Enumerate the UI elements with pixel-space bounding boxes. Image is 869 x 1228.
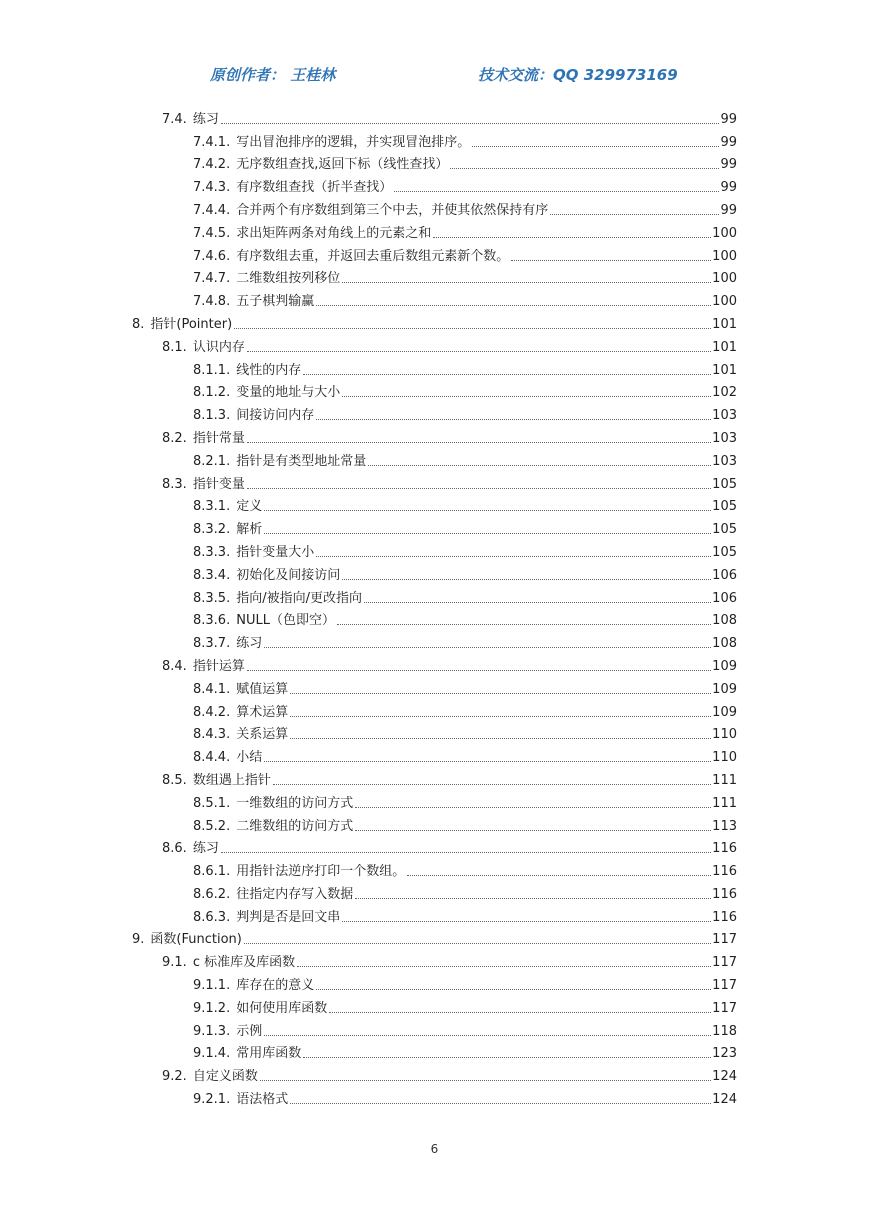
toc-entry-text: 算术运算 bbox=[236, 704, 289, 720]
toc-entry-number: 9.2.1. bbox=[193, 1092, 231, 1108]
toc-entry-page: 116 bbox=[712, 864, 737, 880]
toc-entry-text: 赋值运算 bbox=[236, 681, 289, 697]
toc-dot-leader bbox=[273, 784, 711, 785]
toc-entry[interactable] bbox=[0, 447, 737, 470]
toc-dot-leader bbox=[247, 670, 711, 671]
toc-entry-page: 99 bbox=[720, 180, 737, 196]
page-header bbox=[0, 64, 869, 88]
toc-entry-text: 关系运算 bbox=[236, 727, 289, 743]
toc-dot-leader bbox=[264, 533, 711, 534]
toc-entry[interactable] bbox=[0, 721, 737, 744]
toc-dot-leader bbox=[264, 761, 711, 762]
page-number: 6 bbox=[430, 1142, 439, 1156]
toc-entry[interactable] bbox=[0, 128, 737, 151]
toc-entry-number: 7.4.3. bbox=[193, 180, 231, 196]
toc-entry-page: 100 bbox=[712, 294, 737, 310]
toc-entry[interactable] bbox=[0, 880, 737, 903]
toc-entry-title bbox=[162, 477, 246, 493]
toc-entry[interactable] bbox=[0, 287, 737, 310]
toc-entry-text: 指针变量大小 bbox=[236, 544, 315, 560]
toc-entry-text: 语法格式 bbox=[236, 1092, 289, 1108]
toc-dot-leader bbox=[355, 830, 711, 831]
toc-entry[interactable] bbox=[0, 1017, 737, 1040]
toc-entry-title bbox=[193, 796, 354, 812]
toc-entry-number: 9. bbox=[132, 932, 145, 948]
toc-dot-leader bbox=[342, 579, 711, 580]
toc-entry-number: 8.3.3. bbox=[193, 544, 231, 560]
toc-entry-text: 初始化及间接访问 bbox=[236, 567, 341, 583]
toc-entry-page: 105 bbox=[712, 499, 737, 515]
toc-entry-number: 7.4.5. bbox=[193, 225, 231, 241]
toc-dot-leader bbox=[342, 396, 711, 397]
toc-dot-leader bbox=[303, 374, 711, 375]
toc-entry-number: 7.4. bbox=[162, 111, 187, 127]
toc-entry-number: 8.1.1. bbox=[193, 362, 231, 378]
toc-entry[interactable] bbox=[0, 493, 737, 516]
toc-entry-text: 写出冒泡排序的逻辑，并实现冒泡排序。 bbox=[236, 134, 471, 150]
toc-entry-number: 8.2. bbox=[162, 430, 187, 446]
toc-entry-title bbox=[193, 385, 341, 401]
toc-entry[interactable] bbox=[0, 356, 737, 379]
toc-entry-page: 118 bbox=[712, 1023, 737, 1039]
toc-dot-leader bbox=[342, 282, 711, 283]
toc-entry-title bbox=[193, 568, 341, 584]
toc-entry-number: 8.1.2. bbox=[193, 385, 231, 401]
toc-entry-page: 117 bbox=[712, 978, 737, 994]
toc-entry-title bbox=[193, 180, 393, 196]
toc-entry-text: 常用库函数 bbox=[236, 1046, 302, 1062]
toc-entry-number: 8.6.1. bbox=[193, 864, 231, 880]
toc-entry-page: 106 bbox=[712, 590, 737, 606]
toc-entry-page: 123 bbox=[712, 1046, 737, 1062]
toc-entry-text: 自定义函数 bbox=[192, 1069, 258, 1085]
toc-entry-number: 8.4. bbox=[162, 658, 187, 674]
toc-entry-page: 106 bbox=[712, 567, 737, 583]
toc-entry-number: 8.3.7. bbox=[193, 636, 231, 652]
toc-entry-text: 如何使用库函数 bbox=[236, 1000, 328, 1016]
toc-entry-page: 117 bbox=[712, 932, 737, 948]
toc-entry-title bbox=[132, 317, 233, 333]
toc-dot-leader bbox=[316, 419, 711, 420]
toc-entry-page: 110 bbox=[712, 750, 737, 766]
toc-entry-title bbox=[193, 271, 341, 287]
table-of-contents bbox=[0, 105, 869, 1108]
toc-dot-leader bbox=[264, 1035, 711, 1036]
toc-entry-page: 103 bbox=[712, 453, 737, 469]
toc-entry-title bbox=[162, 112, 220, 128]
toc-entry-title bbox=[193, 1092, 289, 1108]
toc-entry-title bbox=[193, 499, 263, 515]
toc-entry[interactable] bbox=[0, 948, 737, 971]
toc-entry-title bbox=[193, 226, 432, 242]
toc-dot-leader bbox=[364, 602, 711, 603]
toc-dot-leader bbox=[355, 807, 711, 808]
toc-entry-number: 9.1. bbox=[162, 955, 187, 971]
toc-entry-title bbox=[193, 203, 549, 219]
toc-entry-page: 103 bbox=[712, 430, 737, 446]
toc-entry-title bbox=[193, 249, 510, 265]
toc-dot-leader bbox=[290, 738, 711, 739]
toc-dot-leader bbox=[355, 898, 711, 899]
toc-entry-page: 113 bbox=[712, 818, 737, 834]
toc-entry-page: 109 bbox=[712, 681, 737, 697]
toc-entry-text: 指针变量 bbox=[192, 476, 245, 492]
toc-dot-leader bbox=[316, 989, 711, 990]
toc-entry-text: 判判是否是回文串 bbox=[236, 909, 341, 925]
toc-entry-page: 102 bbox=[712, 385, 737, 401]
toc-dot-leader bbox=[316, 556, 711, 557]
toc-entry[interactable] bbox=[0, 561, 737, 584]
toc-entry-text: 指针运算 bbox=[192, 658, 245, 674]
toc-entry[interactable] bbox=[0, 538, 737, 561]
toc-entry-page: 99 bbox=[720, 157, 737, 173]
toc-entry[interactable] bbox=[0, 470, 737, 493]
toc-dot-leader bbox=[290, 1103, 711, 1104]
toc-entry-title bbox=[193, 750, 263, 766]
toc-dot-leader bbox=[234, 328, 711, 329]
toc-dot-leader bbox=[244, 943, 711, 944]
toc-dot-leader bbox=[303, 1057, 711, 1058]
toc-entry-text: 练习 bbox=[192, 841, 219, 857]
toc-entry-number: 8.3.6. bbox=[193, 613, 231, 629]
toc-entry[interactable] bbox=[0, 584, 737, 607]
toc-entry[interactable] bbox=[0, 743, 737, 766]
toc-entry-text: 间接访问内存 bbox=[236, 408, 315, 424]
toc-entry-text: 小结 bbox=[236, 750, 263, 766]
toc-entry-number: 8.6.2. bbox=[193, 886, 231, 902]
toc-entry-text: 线性的内存 bbox=[236, 362, 302, 378]
toc-entry-text: 无序数组查找,返回下标（线性查找） bbox=[236, 157, 449, 173]
toc-entry-page: 116 bbox=[712, 886, 737, 902]
toc-entry-number: 9.1.2. bbox=[193, 1000, 231, 1016]
toc-entry-title bbox=[193, 157, 449, 173]
toc-entry-title bbox=[193, 636, 263, 652]
toc-entry-title bbox=[193, 613, 336, 629]
toc-entry-page: 105 bbox=[712, 522, 737, 538]
toc-dot-leader bbox=[342, 921, 711, 922]
toc-entry[interactable] bbox=[0, 766, 737, 789]
toc-entry-number: 8.3.5. bbox=[193, 590, 231, 606]
toc-dot-leader bbox=[290, 693, 711, 694]
toc-dot-leader bbox=[511, 260, 711, 261]
toc-entry-text: 练习 bbox=[192, 111, 219, 127]
toc-entry[interactable] bbox=[0, 196, 737, 219]
toc-entry-page: 100 bbox=[712, 225, 737, 241]
toc-entry-page: 105 bbox=[712, 476, 737, 492]
toc-entry-number: 8.1.3. bbox=[193, 408, 231, 424]
toc-entry[interactable] bbox=[0, 265, 737, 288]
toc-entry-page: 111 bbox=[712, 772, 737, 788]
toc-entry-text: 指针是有类型地址常量 bbox=[236, 453, 367, 469]
toc-entry-number: 8.3.1. bbox=[193, 499, 231, 515]
toc-entry-number: 8.4.4. bbox=[193, 750, 231, 766]
toc-entry-title bbox=[193, 135, 471, 151]
toc-entry-text: 认识内存 bbox=[192, 339, 245, 355]
toc-entry-text: 解析 bbox=[236, 522, 263, 538]
toc-entry-page: 124 bbox=[712, 1069, 737, 1085]
toc-entry[interactable] bbox=[0, 675, 737, 698]
toc-entry-number: 8.5.2. bbox=[193, 818, 231, 834]
toc-dot-leader bbox=[247, 488, 711, 489]
toc-entry-number: 8.4.2. bbox=[193, 704, 231, 720]
toc-entry-number: 7.4.1. bbox=[193, 134, 231, 150]
toc-entry-text: 五子棋判输赢 bbox=[236, 294, 315, 310]
toc-entry-number: 8.6.3. bbox=[193, 909, 231, 925]
toc-entry-page: 101 bbox=[712, 339, 737, 355]
toc-entry-title bbox=[193, 591, 363, 607]
toc-entry[interactable] bbox=[0, 219, 737, 242]
toc-entry[interactable] bbox=[0, 379, 737, 402]
toc-entry-title bbox=[193, 1046, 302, 1062]
toc-entry-text: 定义 bbox=[236, 499, 263, 515]
toc-entry-title bbox=[162, 431, 246, 447]
toc-dot-leader bbox=[297, 966, 711, 967]
toc-entry[interactable] bbox=[0, 1085, 737, 1108]
toc-entry-number: 8.3. bbox=[162, 476, 187, 492]
toc-dot-leader bbox=[433, 237, 711, 238]
toc-entry-text: 求出矩阵两条对角线上的元素之和 bbox=[236, 225, 432, 241]
toc-entry-title bbox=[162, 1069, 259, 1085]
toc-entry-page: 99 bbox=[720, 134, 737, 150]
toc-entry-number: 8.3.4. bbox=[193, 567, 231, 583]
toc-entry-page: 99 bbox=[720, 111, 737, 127]
toc-entry[interactable] bbox=[0, 971, 737, 994]
toc-entry-text: 往指定内存写入数据 bbox=[236, 886, 354, 902]
toc-dot-leader bbox=[247, 351, 711, 352]
toc-entry-text: 数组遇上指针 bbox=[192, 772, 271, 788]
toc-dot-leader bbox=[394, 191, 719, 192]
toc-entry-title bbox=[132, 932, 243, 948]
toc-entry-page: 99 bbox=[720, 202, 737, 218]
toc-entry-number: 8.1. bbox=[162, 339, 187, 355]
toc-dot-leader bbox=[221, 852, 711, 853]
toc-entry-number: 8.6. bbox=[162, 841, 187, 857]
toc-entry[interactable] bbox=[0, 424, 737, 447]
toc-entry-number: 8.5.1. bbox=[193, 795, 231, 811]
toc-entry-text: 示例 bbox=[236, 1023, 263, 1039]
toc-entry-page: 124 bbox=[712, 1092, 737, 1108]
toc-entry-text: 二维数组的访问方式 bbox=[236, 818, 354, 834]
toc-entry-page: 100 bbox=[712, 248, 737, 264]
toc-dot-leader bbox=[260, 1080, 711, 1081]
toc-dot-leader bbox=[407, 875, 711, 876]
toc-entry[interactable] bbox=[0, 698, 737, 721]
toc-entry-title bbox=[193, 978, 315, 994]
toc-entry[interactable] bbox=[0, 310, 737, 333]
toc-entry-text: c 标准库及库函数 bbox=[192, 955, 296, 971]
toc-entry[interactable] bbox=[0, 607, 737, 630]
toc-entry[interactable] bbox=[0, 994, 737, 1017]
toc-entry-page: 108 bbox=[712, 636, 737, 652]
toc-entry-title bbox=[193, 1024, 263, 1040]
contact-info: 技术交流：QQ 329973169 bbox=[478, 66, 678, 84]
toc-entry-text: 指针常量 bbox=[192, 430, 245, 446]
toc-entry-title bbox=[162, 841, 220, 857]
toc-entry-page: 105 bbox=[712, 544, 737, 560]
toc-entry-text: 库存在的意义 bbox=[236, 978, 315, 994]
toc-entry-title bbox=[193, 522, 263, 538]
toc-entry-number: 8.3.2. bbox=[193, 522, 231, 538]
toc-entry[interactable] bbox=[0, 105, 737, 128]
toc-dot-leader bbox=[264, 647, 711, 648]
toc-entry[interactable] bbox=[0, 333, 737, 356]
toc-entry-title bbox=[193, 408, 315, 424]
toc-dot-leader bbox=[337, 624, 711, 625]
toc-dot-leader bbox=[368, 465, 711, 466]
toc-entry[interactable] bbox=[0, 173, 737, 196]
toc-entry-text: 合并两个有序数组到第三个中去，并使其依然保持有序 bbox=[236, 202, 549, 218]
toc-entry-text: 二维数组按列移位 bbox=[236, 271, 341, 287]
toc-entry-text: NULL（色即空） bbox=[236, 613, 335, 629]
toc-entry-number: 7.4.6. bbox=[193, 248, 231, 264]
toc-dot-leader bbox=[550, 214, 719, 215]
toc-entry[interactable] bbox=[0, 652, 737, 675]
toc-dot-leader bbox=[290, 716, 711, 717]
toc-entry-text: 用指针法逆序打印一个数组。 bbox=[236, 864, 406, 880]
toc-entry-number: 7.4.4. bbox=[193, 202, 231, 218]
toc-entry[interactable] bbox=[0, 401, 737, 424]
toc-entry-title bbox=[193, 454, 367, 470]
toc-entry[interactable] bbox=[0, 903, 737, 926]
toc-entry[interactable] bbox=[0, 151, 737, 174]
toc-entry-title bbox=[193, 294, 315, 310]
toc-entry-title bbox=[193, 819, 354, 835]
toc-dot-leader bbox=[450, 168, 719, 169]
toc-entry-text: 有序数组查找（折半查找） bbox=[236, 180, 393, 196]
toc-entry-title bbox=[193, 887, 354, 903]
toc-entry-page: 101 bbox=[712, 316, 737, 332]
toc-entry-title bbox=[193, 910, 341, 926]
toc-entry[interactable] bbox=[0, 515, 737, 538]
toc-entry[interactable] bbox=[0, 857, 737, 880]
toc-entry[interactable] bbox=[0, 1040, 737, 1063]
toc-entry[interactable] bbox=[0, 926, 737, 949]
toc-entry-text: 指针(Pointer) bbox=[150, 316, 233, 332]
toc-entry[interactable] bbox=[0, 242, 737, 265]
toc-dot-leader bbox=[329, 1012, 711, 1013]
toc-entry[interactable] bbox=[0, 1062, 737, 1085]
toc-entry-page: 100 bbox=[712, 271, 737, 287]
toc-entry-title bbox=[193, 705, 289, 721]
toc-dot-leader bbox=[264, 510, 711, 511]
toc-entry-text: 练习 bbox=[236, 636, 263, 652]
toc-entry-number: 7.4.2. bbox=[193, 157, 231, 173]
toc-entry-number: 9.2. bbox=[162, 1069, 187, 1085]
toc-entry[interactable] bbox=[0, 835, 737, 858]
toc-entry-title bbox=[193, 363, 302, 379]
toc-entry[interactable] bbox=[0, 629, 737, 652]
toc-entry-number: 8. bbox=[132, 316, 145, 332]
toc-entry-title bbox=[193, 727, 289, 743]
toc-entry-page: 111 bbox=[712, 795, 737, 811]
toc-entry-text: 变量的地址与大小 bbox=[236, 385, 341, 401]
toc-entry-number: 8.4.1. bbox=[193, 681, 231, 697]
toc-entry-text: 一维数组的访问方式 bbox=[236, 795, 354, 811]
toc-entry-title bbox=[193, 682, 289, 698]
toc-entry-title bbox=[162, 955, 296, 971]
toc-entry-page: 116 bbox=[712, 909, 737, 925]
toc-entry-number: 9.1.4. bbox=[193, 1046, 231, 1062]
toc-entry-title bbox=[162, 659, 246, 675]
toc-entry-title bbox=[193, 545, 315, 561]
toc-dot-leader bbox=[472, 146, 719, 147]
toc-entry-title bbox=[162, 773, 272, 789]
toc-entry-page: 117 bbox=[712, 955, 737, 971]
author-credit: 原创作者： 王桂林 bbox=[210, 66, 336, 84]
toc-entry-text: 指向/被指向/更改指向 bbox=[236, 590, 362, 606]
toc-entry-title bbox=[193, 864, 406, 880]
toc-entry-page: 109 bbox=[712, 704, 737, 720]
toc-entry-page: 117 bbox=[712, 1000, 737, 1016]
toc-entry-number: 8.4.3. bbox=[193, 727, 231, 743]
toc-entry-page: 116 bbox=[712, 841, 737, 857]
toc-entry-number: 7.4.8. bbox=[193, 294, 231, 310]
toc-entry-text: 函数(Function) bbox=[150, 932, 242, 948]
toc-entry-number: 7.4.7. bbox=[193, 271, 231, 287]
toc-entry-number: 8.2.1. bbox=[193, 453, 231, 469]
toc-entry-page: 101 bbox=[712, 362, 737, 378]
toc-dot-leader bbox=[316, 305, 711, 306]
toc-dot-leader bbox=[247, 442, 711, 443]
toc-entry-number: 8.5. bbox=[162, 772, 187, 788]
toc-entry-page: 108 bbox=[712, 613, 737, 629]
toc-entry[interactable] bbox=[0, 812, 737, 835]
toc-entry-title bbox=[162, 340, 246, 356]
toc-entry-page: 109 bbox=[712, 658, 737, 674]
toc-entry-number: 9.1.3. bbox=[193, 1023, 231, 1039]
toc-entry-page: 103 bbox=[712, 408, 737, 424]
toc-entry[interactable] bbox=[0, 789, 737, 812]
toc-entry-text: 有序数组去重，并返回去重后数组元素新个数。 bbox=[236, 248, 510, 264]
toc-entry-title bbox=[193, 1001, 328, 1017]
toc-entry-number: 9.1.1. bbox=[193, 978, 231, 994]
toc-entry-page: 110 bbox=[712, 727, 737, 743]
toc-dot-leader bbox=[221, 123, 720, 124]
